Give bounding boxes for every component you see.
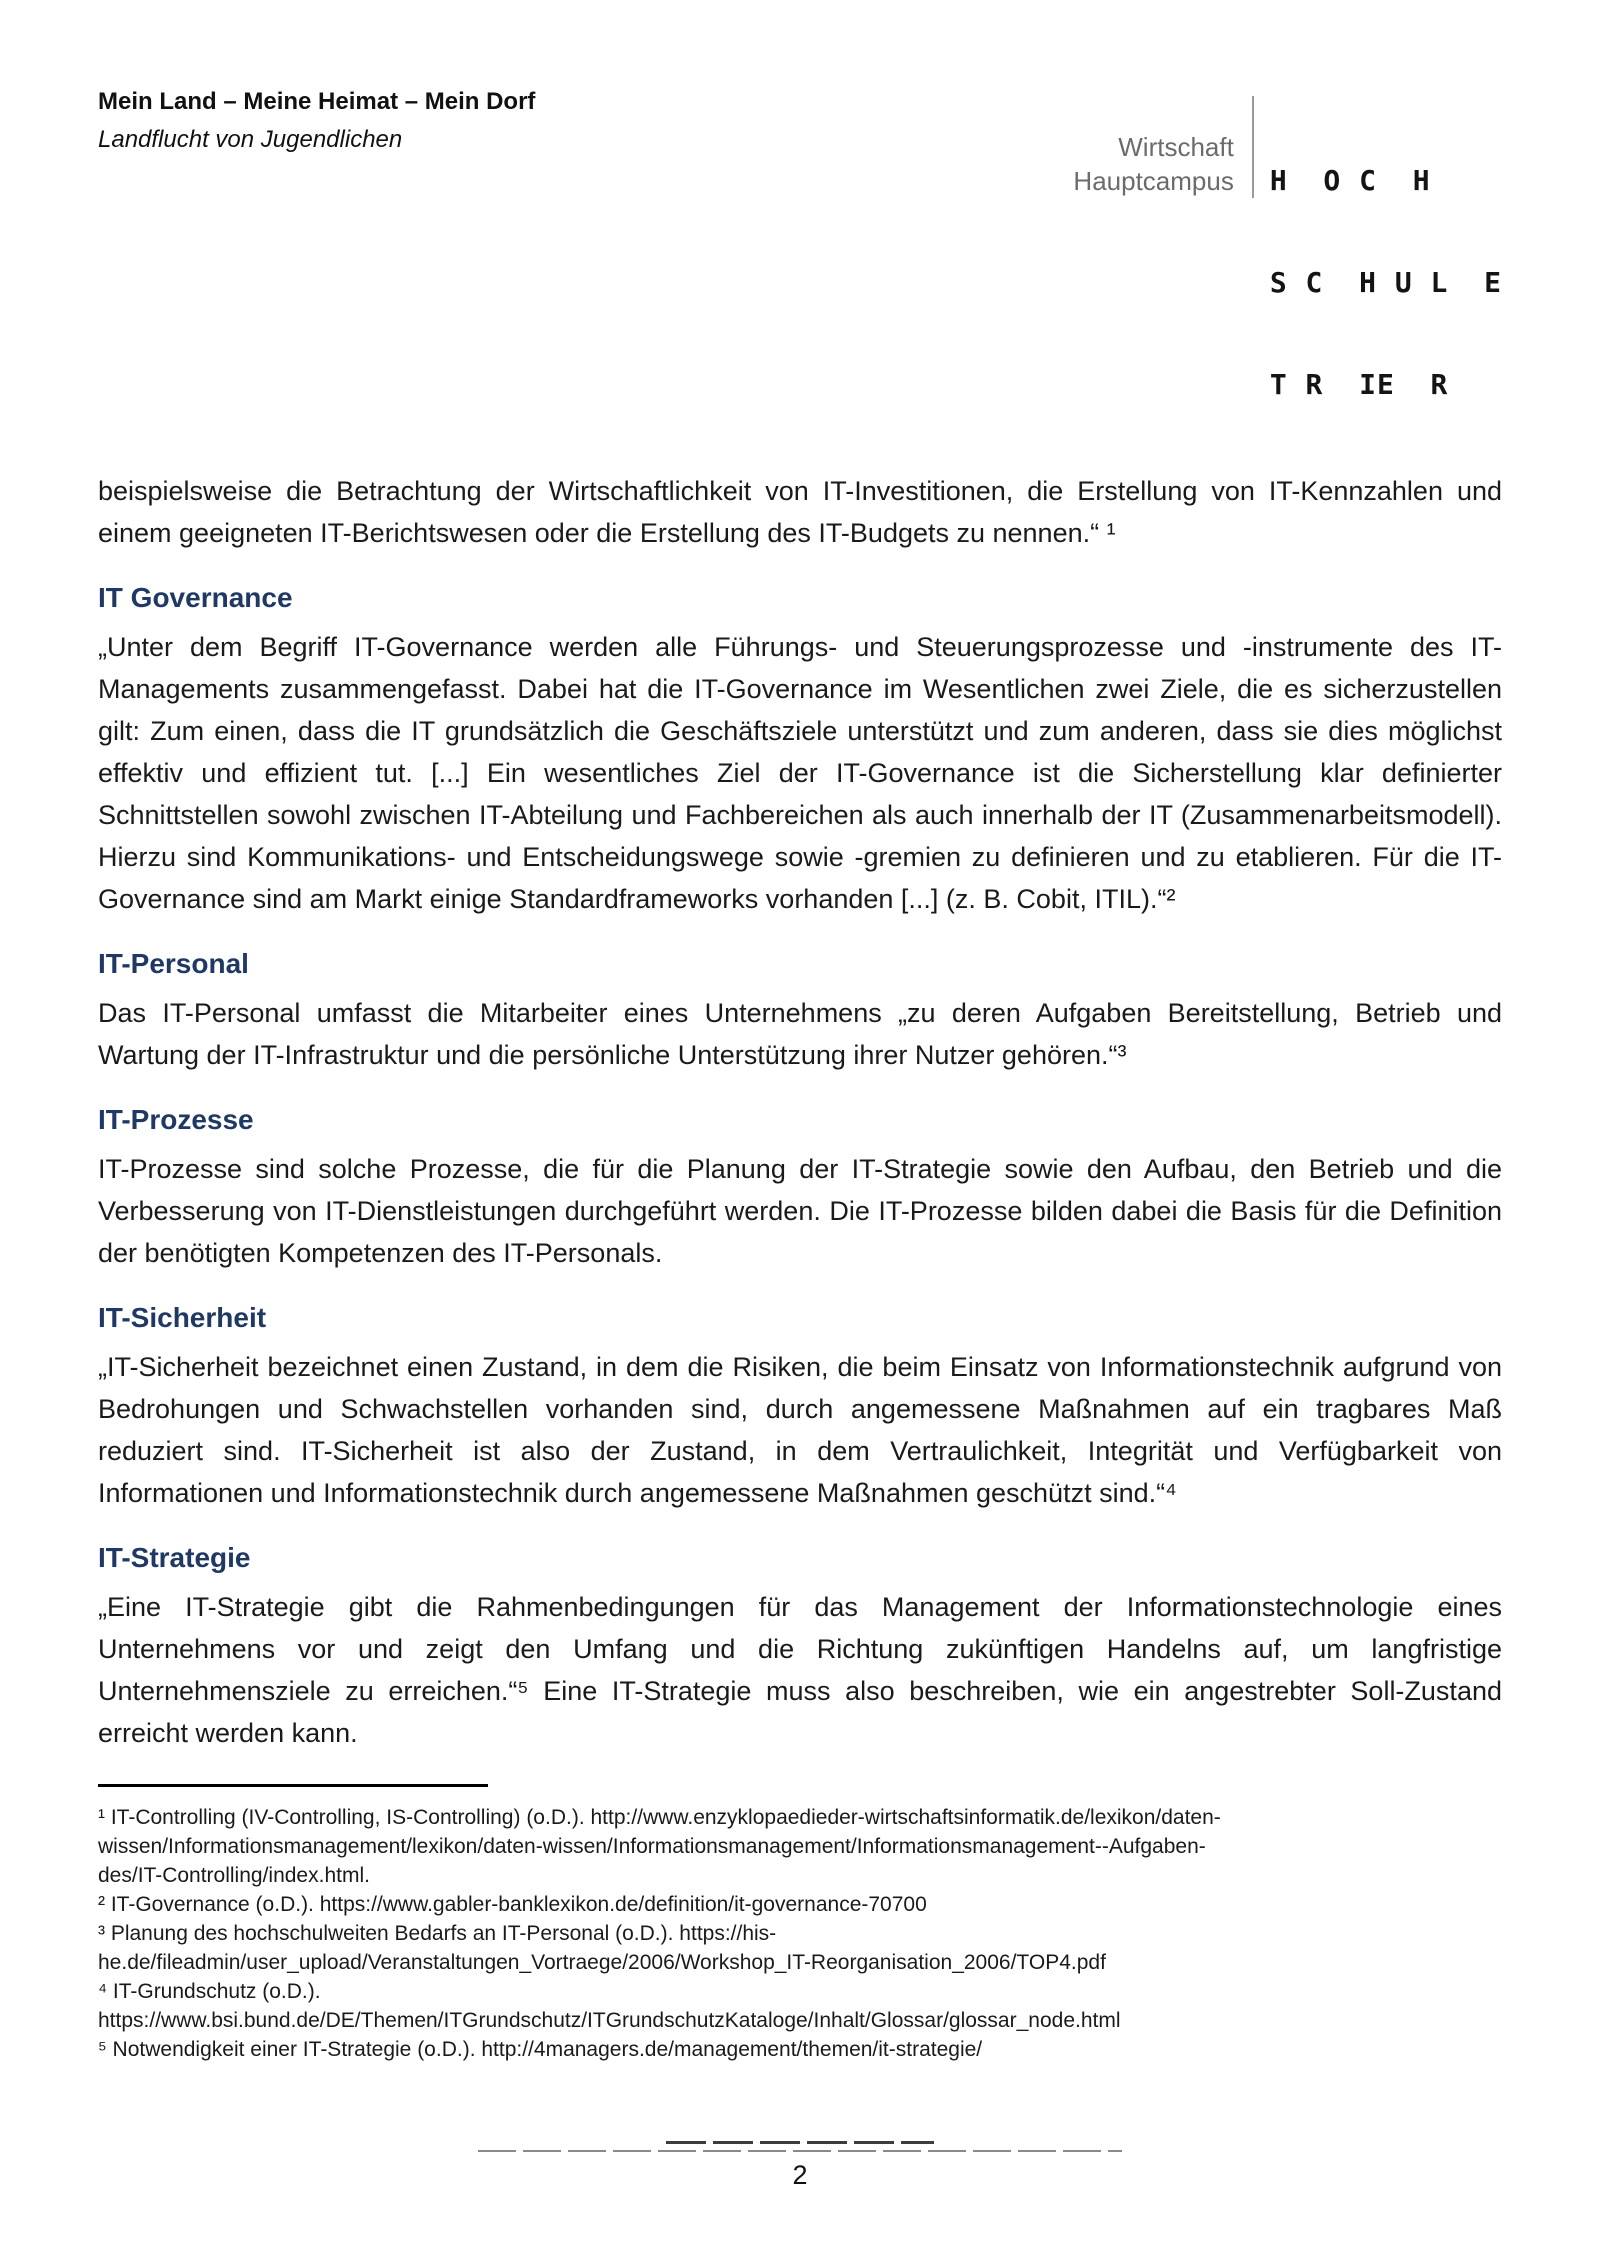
footnote-line: wissen/Informationsmanagement/lexikon/daten-wissen/Informationsmanagement/Informationsmanagement--Aufgaben- — [98, 1835, 1206, 1858]
logo-wordmark-row: H O C H — [1269, 164, 1431, 197]
footer-dash-line-long — [478, 2150, 1122, 2152]
header-title: Mein Land – Meine Heimat – Mein Dorf — [98, 88, 536, 115]
footer-ornament — [0, 2141, 1600, 2152]
section-paragraph-it-personal: Das IT-Personal umfasst die Mitarbeiter eines Unternehmens „zu deren Aufgaben Bereitstellung, Betrieb und Wartung der IT-Infrastruktur und die persönliche Unterstützung ihrer Nutzer gehören.“³ — [98, 998, 1502, 1070]
footnote-line: https://www.bsi.bund.de/DE/Themen/ITGrundschutz/ITGrundschutzKataloge/Inhalt/Glossar/glossar_node.html — [98, 2009, 1121, 2032]
footnote-line: ⁴ IT-Grundschutz (o.D.). — [98, 1980, 321, 2003]
footnotes-separator — [98, 1784, 488, 1787]
section-paragraph-it-prozesse: IT-Prozesse sind solche Prozesse, die für die Planung der IT-Strategie sowie den Aufbau, den Betrieb und die Verbesserung von IT-Dienstleistungen durchgeführt werden. Die IT-Prozesse bilden dabei die Basis für die Definition der benötigten Kompetenzen des IT-Personals. — [98, 1154, 1502, 1268]
section-heading-it-prozesse: IT-Prozesse — [98, 1104, 254, 1135]
logo-unit-labels — [1073, 96, 1233, 198]
footnote-line: ⁵ Notwendigkeit einer IT-Strategie (o.D.). http://4managers.de/management/themen/it-strategie/ — [98, 2038, 983, 2061]
footnote-line: he.de/fileadmin/user_upload/Veranstaltungen_Vortraege/2006/Workshop_IT-Reorganisation_2006/TOP4.pdf — [98, 1951, 1106, 1974]
section-heading-it-governance: IT Governance — [98, 582, 293, 613]
footnote-line: ² IT-Governance (o.D.). https://www.gabler-banklexikon.de/definition/it-governance-70700 — [98, 1893, 927, 1916]
logo-divider — [1252, 96, 1254, 198]
logo-wordmark — [1270, 96, 1502, 470]
section-heading-it-strategie: IT-Strategie — [98, 1542, 251, 1573]
section-heading-it-personal: IT-Personal — [98, 948, 249, 979]
logo-wordmark-row: S C H U L E — [1269, 266, 1502, 299]
logo-campus-label: Hauptcampus — [1073, 166, 1234, 196]
page-header — [98, 84, 1502, 470]
footnote-line: des/IT-Controlling/index.html. — [98, 1864, 370, 1887]
footnote-line: ³ Planung des hochschulweiten Bedarfs an IT-Personal (o.D.). https://his- — [98, 1922, 777, 1945]
header-text-block — [98, 84, 535, 160]
document-body — [98, 470, 1502, 1754]
logo-label-spacer — [1073, 96, 1233, 130]
section-paragraph-it-sicherheit: „IT-Sicherheit bezeichnet einen Zustand, in dem die Risiken, die beim Einsatz von Informationstechnik aufgrund von Bedrohungen und Schwachstellen vorhanden sind, durch angemessene Maßnahmen auf ein tragbares Maß reduziert sind. IT-Sicherheit ist also der Zustand, in dem Vertraulichkeit, Integrität und Verfügbarkeit von Informationen und Informationstechnik durch angemessene Maßnahmen geschützt sind.“⁴ — [98, 1352, 1502, 1508]
section-heading-it-sicherheit: IT-Sicherheit — [98, 1302, 267, 1333]
header-subtitle: Landflucht von Jugendlichen — [98, 126, 403, 153]
logo-department-label: Wirtschaft — [1118, 132, 1234, 162]
section-paragraph-it-strategie: „Eine IT-Strategie gibt die Rahmenbedingungen für das Management der Informationstechnologie eines Unternehmens vor und zeigt den Umfang und die Richtung zukünftigen Handelns auf, um langfristige Unternehmensziele zu erreichen.“⁵ Eine IT-Strategie muss also beschreiben, wie ein angestrebter Soll-Zustand erreicht werden kann. — [98, 1592, 1502, 1748]
footer-dash-line-short — [666, 2141, 934, 2144]
footnote-line: ¹ IT-Controlling (IV-Controlling, IS-Controlling) (o.D.). http://www.enzyklopaedieder-wirtschaftsinformatik.de/lexikon/daten- — [98, 1806, 1221, 1829]
section-paragraph-it-governance: „Unter dem Begriff IT-Governance werden alle Führungs- und Steuerungsprozesse und -instrumente des IT-Managements zusammengefasst. Dabei hat die IT-Governance im Wesentlichen zwei Ziele, die es sicherzustellen gilt: Zum einen, dass die IT grundsätzlich die Geschäftsziele unterstützt und zum anderen, dass sie dies möglichst effektiv und effizient tut. [...] Ein wesentliches Ziel der IT-Governance ist die Sicherstellung klar definierter Schnittstellen sowohl zwischen IT-Abteilung und Fachbereichen als auch innerhalb der IT (Zusammenarbeitsmodell). Hierzu sind Kommunikations- und Entscheidungswege sowie -gremien zu definieren und zu etablieren. Für die IT-Governance sind am Markt einige Standardframeworks vorhanden [...] (z. B. Cobit, ITIL).“² — [98, 632, 1502, 914]
page-number: 2 — [792, 2160, 808, 2190]
university-logo — [1073, 96, 1502, 470]
logo-wordmark-row: T R IE R — [1269, 368, 1449, 401]
intro-paragraph: beispielsweise die Betrachtung der Wirtschaftlichkeit von IT-Investitionen, die Erstellung von IT-Kennzahlen und einem geeigneten IT-Berichtswesen oder die Erstellung des IT-Budgets zu nennen.“ ¹ — [98, 476, 1502, 548]
footnotes-block — [98, 1784, 1502, 2064]
